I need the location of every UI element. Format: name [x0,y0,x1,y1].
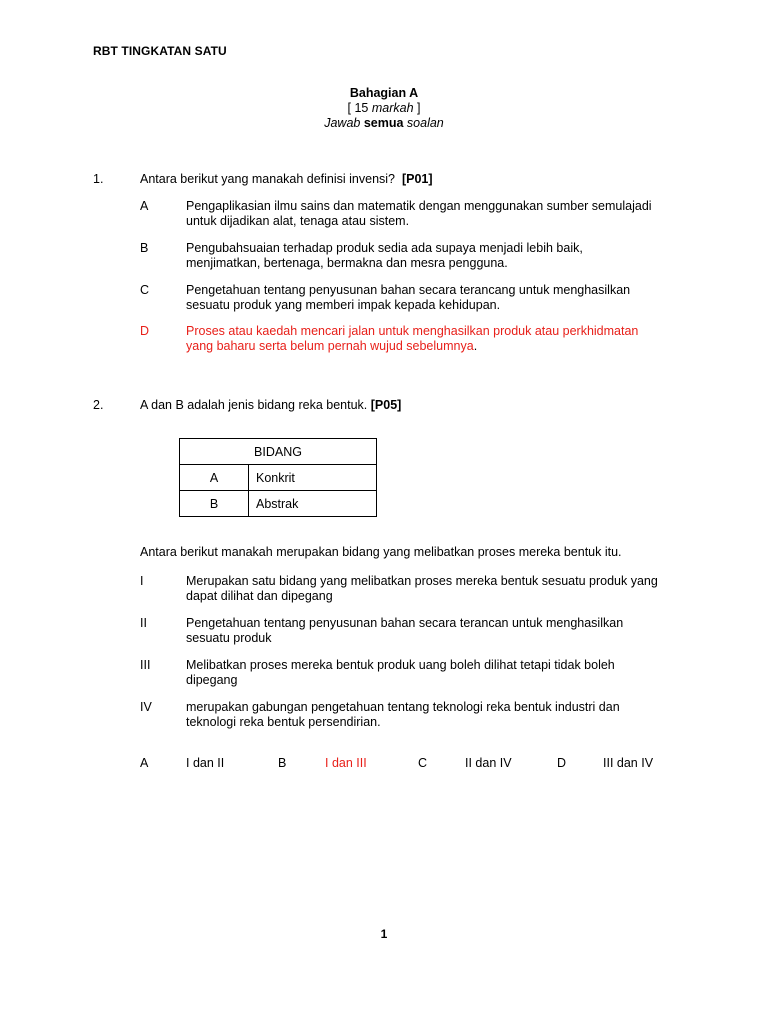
section-title: Bahagian A [349,86,419,100]
q2-statement-iv-text [186,700,686,730]
q2-statement-iv-line2: teknologi reka bentuk persendirian. [186,715,381,729]
q2-statement-i-label: I [140,574,144,588]
section-instruction [0,116,768,131]
q2-question: Antara berikut manakah merupakan bidang yang melibatkan proses mereka bentuk itu. [140,545,622,559]
q1-stem-text: Antara berikut yang manakah definisi invensi? [140,172,396,186]
q2-statement-iv-label: IV [140,700,152,714]
section-marks [0,101,768,116]
document-header: RBT TINGKATAN SATU [93,44,227,58]
instr-pre: Jawab [324,116,364,130]
q2-statement-i-line1: Merupakan satu bidang yang melibatkan proses mereka bentuk sesuatu produk yang [186,574,658,588]
q1-option-a-text [186,199,686,229]
q1-option-d-label: D [140,324,150,338]
answer-a-text: I dan II [186,756,225,770]
marks-word: markah [371,101,414,115]
table-cell-value: Konkrit [249,465,377,491]
marks-close: ] [413,101,421,115]
q2-statement-iv-line1: merupakan gabungan pengetahuan tentang teknologi reka bentuk industri dan [186,700,620,714]
q2-statement-ii-label: II [140,616,147,630]
q1-option-b-label: B [140,241,149,255]
answer-b-text: I dan III [325,756,367,770]
q1-option-b-line1: Pengubahsuaian terhadap produk sedia ada supaya menjadi lebih baik, [186,241,583,255]
q1-option-b-line2: menjimatkan, bertenaga, bermakna dan mesra pengguna. [186,256,508,270]
q1-option-d-line2: yang baharu serta belum pernah wujud sebelumnya [186,339,474,353]
answer-c-label: C [418,756,428,770]
bidang-table [179,438,377,517]
q2-statement-iii-text [186,658,686,688]
q2-stem-text: A dan B adalah jenis bidang reka bentuk. [140,398,368,412]
q1-option-c-label: C [140,283,150,297]
q1-option-a-line2: untuk dijadikan alat, tenaga atau sistem. [186,214,410,228]
q1-option-c-line2: sesuatu produk yang memberi impak kepada kehidupan. [186,298,501,312]
q1-option-d-text [186,324,686,354]
q1-option-c-text [186,283,686,313]
q1-option-c-line1: Pengetahuan tentang penyusunan bahan secara terancang untuk menghasilkan [186,283,631,297]
q1-option-b-text [186,241,686,271]
q1-option-a-line1: Pengaplikasian ilmu sains dan matematik dengan menggunakan sumber semulajadi [186,199,652,213]
q2-statement-ii-line1: Pengetahuan tentang penyusunan bahan secara terancan untuk menghasilkan [186,616,624,630]
q2-statement-iii-line2: dipegang [186,673,238,687]
q2-statement-ii-text [186,616,686,646]
q1-option-a-label: A [140,199,149,213]
table-cell-key: A [180,465,249,491]
q2-stem [140,398,401,412]
table-row [180,491,377,517]
table-header-row [180,439,377,465]
instr-bold: semua [363,116,404,130]
q1-number: 1. [93,172,104,186]
marks-open: [ 15 [347,101,372,115]
section-title-block [0,86,768,131]
q2-tag: [P05] [370,398,402,412]
answer-d-label: D [557,756,567,770]
answer-c-text: II dan IV [465,756,512,770]
q2-number: 2. [93,398,104,412]
answer-d-text: III dan IV [603,756,654,770]
answer-a-label: A [140,756,149,770]
q2-statement-i-text [186,574,686,604]
q1-option-d-line2-wrap [186,339,686,354]
q2-statement-i-line2: dapat dilihat dan dipegang [186,589,333,603]
q1-option-d-line2-end: . [473,339,478,353]
answer-b-label: B [278,756,287,770]
page-number: 1 [380,927,388,941]
q1-stem [140,172,433,186]
q1-tag: [P01] [401,172,433,186]
table-cell-value: Abstrak [249,491,377,517]
q2-statement-ii-line2: sesuatu produk [186,631,272,645]
table-header: BIDANG [180,439,377,465]
instr-post: soalan [403,116,444,130]
q2-statement-iii-label: III [140,658,151,672]
table-cell-key: B [180,491,249,517]
table-row [180,465,377,491]
q1-option-d-line1: Proses atau kaedah mencari jalan untuk menghasilkan produk atau perkhidmatan [186,324,639,338]
q2-statement-iii-line1: Melibatkan proses mereka bentuk produk uang boleh dilihat tetapi tidak boleh [186,658,615,672]
